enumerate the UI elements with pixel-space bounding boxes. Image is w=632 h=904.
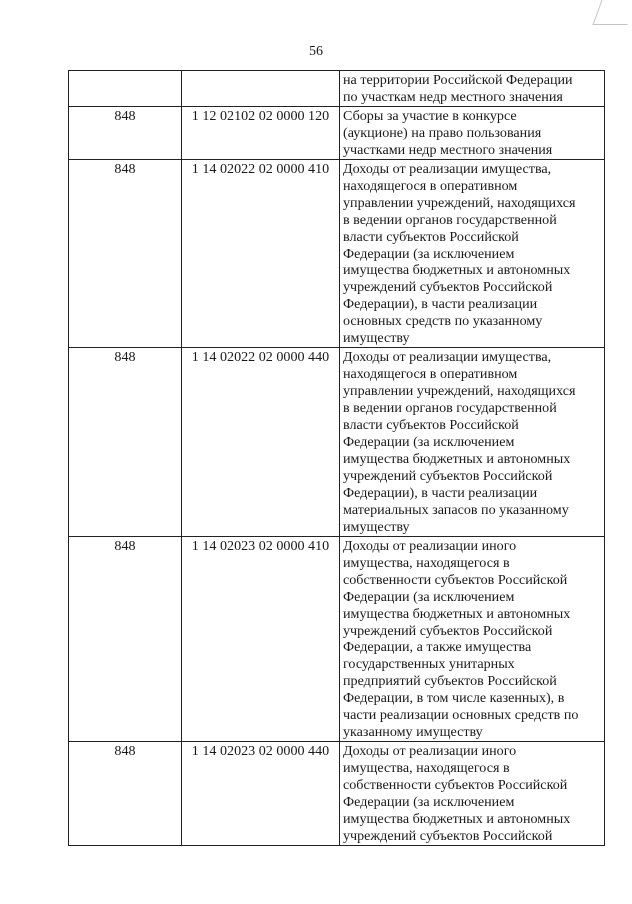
- revenue-name-line: управлении учреждений, находящихся: [343, 383, 576, 400]
- revenue-name-line: учреждений субъектов Российской: [343, 622, 553, 639]
- budget-classification-code-cell: [182, 71, 340, 107]
- revenue-name-line: Доходы от реализации иного: [343, 743, 517, 760]
- revenue-name-line: Федерации (за исключением: [343, 245, 515, 262]
- admin-code-cell: 848: [69, 159, 182, 347]
- revenue-name-line: Федерации, а также имущества: [343, 639, 532, 656]
- revenue-name-line: Доходы от реализации имущества,: [343, 160, 552, 177]
- revenue-name-line: Доходы от реализации имущества,: [343, 349, 552, 366]
- revenue-name-line: Федерации), в части реализации: [343, 296, 538, 313]
- revenue-name-line: имущества бюджетных и автономных: [343, 810, 571, 827]
- revenue-name-line: учреждений субъектов Российской: [343, 467, 553, 484]
- admin-code-cell: 848: [69, 348, 182, 536]
- revenue-name-line: учреждений субъектов Российской: [343, 827, 553, 844]
- revenue-name-line: власти субъектов Российской: [343, 417, 519, 434]
- table-row: [69, 106, 605, 159]
- budget-classification-code-cell: 1 12 02102 02 0000 120: [182, 106, 340, 159]
- revenue-name-line: имуществу: [343, 518, 410, 535]
- revenue-name-line: государственных унитарных: [343, 656, 515, 673]
- revenue-name-line: собственности субъектов Российской: [343, 571, 568, 588]
- revenue-name-line: Доходы от реализации иного: [343, 537, 517, 554]
- revenue-name-line: управлении учреждений, находящихся: [343, 194, 576, 211]
- revenue-name-line: Федерации (за исключением: [343, 794, 515, 811]
- revenue-name-line: имущества бюджетных и автономных: [343, 450, 571, 467]
- budget-classification-code-cell: 1 14 02022 02 0000 410: [182, 159, 340, 347]
- admin-code-cell: 848: [69, 742, 182, 846]
- revenue-name-line: Федерации, в том числе казенных), в: [343, 690, 565, 707]
- revenue-name-line: Федерации), в части реализации: [343, 484, 538, 501]
- revenue-name-line: Сборы за участие в конкурсе: [343, 107, 517, 124]
- revenue-name-line: имуществу: [343, 330, 410, 347]
- revenue-name-line: имущества бюджетных и автономных: [343, 262, 571, 279]
- revenue-name-line: находящегося в оперативном: [343, 177, 518, 194]
- revenue-name-line: предприятий субъектов Российской: [343, 673, 557, 690]
- revenue-name-line: по участкам недр местного значения: [343, 88, 563, 105]
- revenue-name-line: (аукционе) на право пользования: [343, 124, 542, 141]
- revenue-name-line: собственности субъектов Российской: [343, 777, 568, 794]
- revenue-name-line: учреждений субъектов Российской: [343, 279, 553, 296]
- revenue-name-cell: [340, 159, 605, 347]
- revenue-name-line: имущества, находящегося в: [343, 554, 510, 571]
- revenue-name-line: Федерации (за исключением: [343, 434, 515, 451]
- revenue-name-line: имущества бюджетных и автономных: [343, 605, 571, 622]
- table-row: [69, 348, 605, 536]
- budget-classification-code-cell: 1 14 02022 02 0000 440: [182, 348, 340, 536]
- table-body: [69, 71, 605, 846]
- revenue-name-line: участками недр местного значения: [343, 141, 553, 158]
- table-row: [69, 536, 605, 741]
- budget-classification-code-cell: 1 14 02023 02 0000 440: [182, 742, 340, 846]
- table-row: [69, 71, 605, 107]
- revenue-name-cell: [340, 742, 605, 846]
- admin-code-cell: 848: [69, 536, 182, 741]
- admin-code-cell: [69, 71, 182, 107]
- admin-code-cell: 848: [69, 106, 182, 159]
- revenue-name-line: указанному имуществу: [343, 724, 483, 741]
- table-row: [69, 742, 605, 846]
- revenue-name-line: имущества, находящегося в: [343, 760, 510, 777]
- page-number: 56: [309, 44, 323, 59]
- scan-edge-mark: [592, 0, 632, 25]
- revenue-name-cell: [340, 71, 605, 107]
- revenue-name-line: Федерации (за исключением: [343, 588, 515, 605]
- revenue-name-cell: [340, 348, 605, 536]
- revenue-name-line: части реализации основных средств по: [343, 707, 579, 724]
- budget-classification-code-cell: 1 14 02023 02 0000 410: [182, 536, 340, 741]
- revenue-codes-table: [68, 70, 605, 846]
- revenue-name-cell: [340, 536, 605, 741]
- revenue-name-line: основных средств по указанному: [343, 313, 543, 330]
- revenue-name-line: в ведении органов государственной: [343, 400, 557, 417]
- revenue-name-cell: [340, 106, 605, 159]
- revenue-name-line: на территории Российской Федерации: [343, 72, 573, 88]
- revenue-name-line: материальных запасов по указанному: [343, 501, 569, 518]
- table-row: [69, 159, 605, 347]
- revenue-name-line: находящегося в оперативном: [343, 366, 518, 383]
- revenue-name-line: власти субъектов Российской: [343, 228, 519, 245]
- revenue-name-line: в ведении органов государственной: [343, 211, 557, 228]
